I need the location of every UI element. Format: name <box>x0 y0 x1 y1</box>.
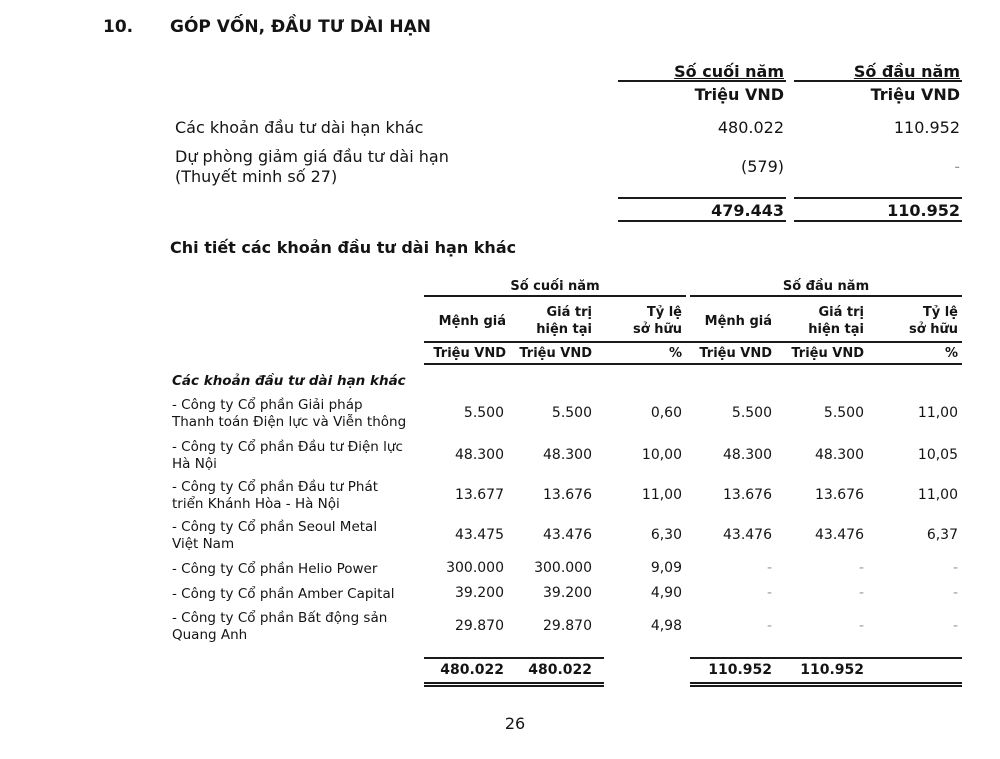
cell-val-end: 29.870 <box>543 618 592 634</box>
cell-own-begin: - <box>952 560 958 576</box>
detail-group-end: Số cuối năm <box>510 279 600 294</box>
detail-row-label-cont: Thanh toán Điện lực và Viễn thông <box>172 414 407 430</box>
cell-own-begin: - <box>952 585 958 601</box>
detail-row-label: - Công ty Cổ phần Seoul Metal <box>172 519 378 535</box>
unit-val-end: Triệu VND <box>519 346 592 361</box>
summary-total-rule-bottom-end <box>618 220 786 222</box>
total-val-begin: 110.952 <box>800 662 864 678</box>
summary-row-value-end: (579) <box>740 157 784 176</box>
detail-unit-rule <box>424 363 962 365</box>
total-par-end: 480.022 <box>440 662 504 678</box>
section-title: GÓP VỐN, ĐẦU TƯ DÀI HẠN <box>170 17 431 37</box>
cell-par-begin: 48.300 <box>723 447 772 463</box>
summary-col-begin: Số đầu năm <box>853 62 960 81</box>
detail-row-label-cont: triển Khánh Hòa - Hà Nội <box>172 496 340 512</box>
summary-row-value-begin: - <box>954 157 960 176</box>
cell-par-begin: - <box>766 560 772 576</box>
unit-par-begin: Triệu VND <box>699 346 772 361</box>
cell-par-end: 29.870 <box>455 618 504 634</box>
summary-total-end: 479.443 <box>711 201 784 220</box>
detail-row-label: - Công ty Cổ phần Giải pháp <box>172 397 363 413</box>
unit-own-end: % <box>668 346 682 361</box>
col-val-end-2: hiện tại <box>536 322 592 337</box>
col-val-begin: Giá trị <box>818 305 864 320</box>
page-number: 26 <box>504 714 526 733</box>
summary-total-rule-bottom-begin <box>794 220 962 222</box>
cell-own-end: 9,09 <box>650 560 682 576</box>
col-par-end: Mệnh giá <box>438 314 506 329</box>
cell-own-end: 4,90 <box>650 585 682 601</box>
detail-heading: Chi tiết các khoản đầu tư dài hạn khác <box>170 238 517 257</box>
col-own-end: Tỷ lệ <box>646 305 682 320</box>
detail-category: Các khoản đầu tư dài hạn khác <box>172 373 406 389</box>
detail-total-rule-bottom-begin <box>690 682 962 684</box>
col-par-begin: Mệnh giá <box>704 314 772 329</box>
unit-own-begin: % <box>944 346 958 361</box>
cell-val-begin: 13.676 <box>815 487 864 503</box>
detail-row-label: - Công ty Cổ phần Helio Power <box>172 561 378 577</box>
cell-par-end: 13.677 <box>455 487 504 503</box>
detail-total-rule-bottom-begin-2 <box>690 685 962 687</box>
cell-par-begin: - <box>766 618 772 634</box>
detail-row-label: - Công ty Cổ phần Đầu tư Điện lực <box>172 439 403 455</box>
summary-total-rule-top-begin <box>794 197 962 199</box>
col-own-begin: Tỷ lệ <box>922 305 958 320</box>
cell-par-end: 5.500 <box>463 405 504 421</box>
summary-row-label-note: (Thuyết minh số 27) <box>175 167 338 186</box>
cell-par-end: 39.200 <box>455 585 504 601</box>
col-val-begin-2: hiện tại <box>808 322 864 337</box>
cell-par-end: 48.300 <box>455 447 504 463</box>
summary-row-label: Dự phòng giảm giá đầu tư dài hạn <box>175 147 449 166</box>
detail-total-rule-top-end <box>424 657 604 659</box>
cell-par-end: 43.475 <box>455 527 504 543</box>
unit-val-begin: Triệu VND <box>791 346 864 361</box>
cell-own-end: 11,00 <box>641 487 682 503</box>
summary-unit-end: Triệu VND <box>694 85 784 104</box>
summary-total-rule-top-end <box>618 197 786 199</box>
unit-par-end: Triệu VND <box>433 346 506 361</box>
cell-val-begin: - <box>858 618 864 634</box>
cell-val-end: 300.000 <box>534 560 592 576</box>
cell-own-begin: 11,00 <box>917 405 958 421</box>
cell-val-begin: 43.476 <box>815 527 864 543</box>
col-own-begin-2: sở hữu <box>909 322 958 337</box>
cell-own-end: 4,98 <box>650 618 682 634</box>
cell-val-end: 5.500 <box>551 405 592 421</box>
cell-own-begin: 10,05 <box>917 447 958 463</box>
detail-total-rule-bottom-end <box>424 682 604 684</box>
cell-own-end: 0,60 <box>650 405 682 421</box>
cell-own-end: 6,30 <box>650 527 682 543</box>
col-own-end-2: sở hữu <box>633 322 682 337</box>
summary-total-begin: 110.952 <box>887 201 960 220</box>
detail-group-rule-begin <box>690 295 962 297</box>
cell-val-end: 43.476 <box>543 527 592 543</box>
detail-group-begin: Số đầu năm <box>782 279 870 294</box>
cell-val-begin: 5.500 <box>823 405 864 421</box>
cell-val-begin: 48.300 <box>815 447 864 463</box>
section-number: 10. <box>103 17 134 37</box>
detail-group-rule-end <box>424 295 686 297</box>
cell-par-begin: - <box>766 585 772 601</box>
cell-own-end: 10,00 <box>641 447 682 463</box>
detail-row-label-cont: Quang Anh <box>172 627 248 643</box>
summary-row-value-begin: 110.952 <box>893 118 960 137</box>
cell-par-begin: 5.500 <box>731 405 772 421</box>
cell-val-end: 48.300 <box>543 447 592 463</box>
cell-val-end: 13.676 <box>543 487 592 503</box>
cell-par-end: 300.000 <box>446 560 504 576</box>
cell-val-begin: - <box>858 560 864 576</box>
total-val-end: 480.022 <box>528 662 592 678</box>
summary-col-end: Số cuối năm <box>674 62 784 81</box>
detail-row-label: - Công ty Cổ phần Amber Capital <box>172 586 395 602</box>
cell-val-begin: - <box>858 585 864 601</box>
col-val-end: Giá trị <box>546 305 592 320</box>
summary-row-label: Các khoản đầu tư dài hạn khác <box>175 118 424 137</box>
detail-row-label: - Công ty Cổ phần Đầu tư Phát <box>172 479 379 495</box>
total-par-begin: 110.952 <box>708 662 772 678</box>
detail-row-label-cont: Việt Nam <box>172 536 235 552</box>
cell-own-begin: 11,00 <box>917 487 958 503</box>
detail-total-rule-bottom-end-2 <box>424 685 604 687</box>
detail-row-label-cont: Hà Nội <box>172 456 217 472</box>
detail-total-rule-top-begin <box>690 657 962 659</box>
summary-unit-begin: Triệu VND <box>870 85 960 104</box>
detail-header-rule <box>424 341 962 343</box>
cell-par-begin: 13.676 <box>723 487 772 503</box>
cell-own-begin: 6,37 <box>926 527 958 543</box>
cell-par-begin: 43.476 <box>723 527 772 543</box>
cell-val-end: 39.200 <box>543 585 592 601</box>
summary-row-value-end: 480.022 <box>717 118 784 137</box>
detail-row-label: - Công ty Cổ phần Bất động sản <box>172 610 388 626</box>
cell-own-begin: - <box>952 618 958 634</box>
